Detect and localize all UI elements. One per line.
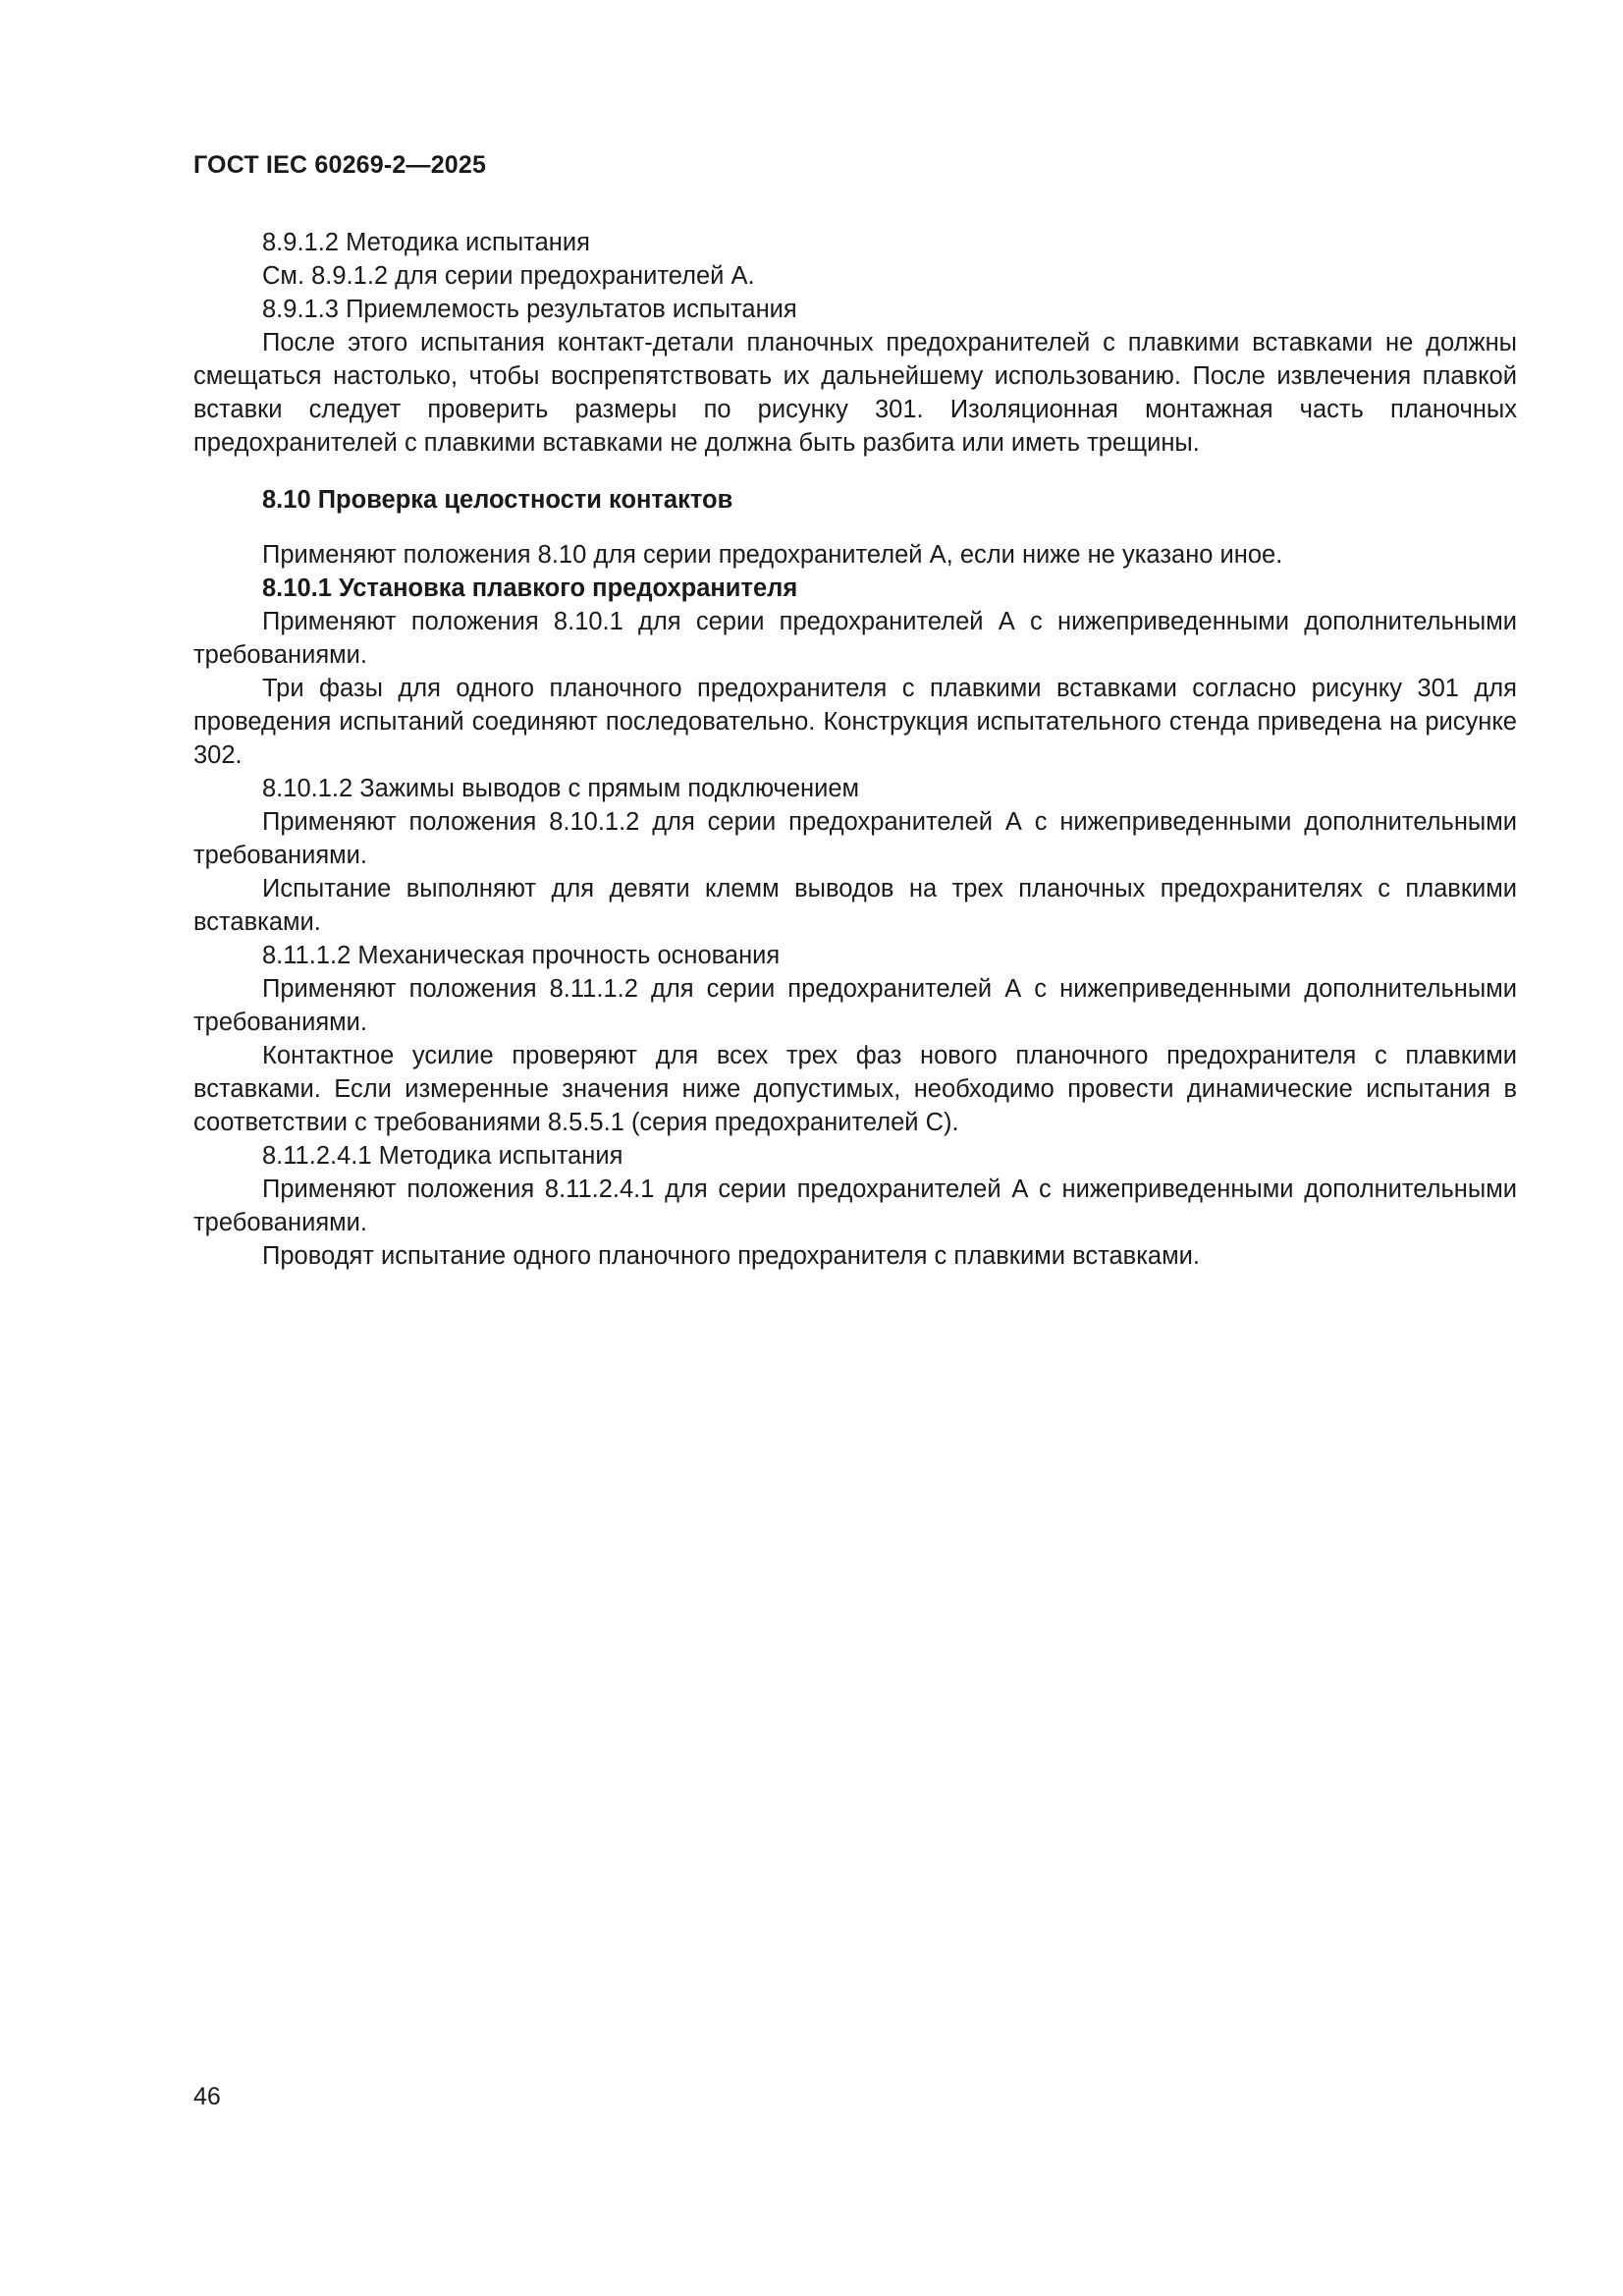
clause-8-10-1-2-title: 8.10.1.2 Зажимы выводов с прямым подключением — [262, 775, 860, 802]
clause-8-11-2-4-1-title: 8.11.2.4.1 Методика испытания — [262, 1142, 623, 1170]
clause-8-10-1-text: Применяют положения 8.10.1 для серии предохранителей А с нижеприведенными дополнительными требованиями. — [193, 608, 1517, 669]
document-body — [193, 226, 1517, 1273]
clause-8-10-1-2-text: Применяют положения 8.10.1.2 для серии предохранителей А с нижеприведенными дополнительными требованиями. — [193, 808, 1517, 869]
page-number: 46 — [193, 2083, 221, 2110]
document-standard-title: ГОСТ IEC 60269-2—2025 — [193, 151, 487, 179]
clause-8-10-1-details: Три фазы для одного планочного предохранителя с плавкими вставками согласно рисунку 301 для проведения испытаний соединяют последовательно. Конструкция испытательного стенда приведена на рисунке 302. — [193, 675, 1517, 769]
clause-8-11-2-4-1-details: Проводят испытание одного планочного предохранителя с плавкими вставками. — [262, 1242, 1200, 1270]
clause-8-10-1-2-details: Испытание выполняют для девяти клемм выводов на трех планочных предохранителях с плавкими вставками. — [193, 875, 1517, 936]
clause-8-9-1-3-text: После этого испытания контакт-детали планочных предохранителей с плавкими вставками не должны смещаться настолько, чтобы воспрепятствовать их дальнейшему использованию. После извлечения плавкой вставки следует проверить размеры по рисунку 301. Изоляционная монтажная часть планочных предохранителей с плавкими вставками не должна быть разбита или иметь трещины. — [193, 329, 1517, 457]
section-8-10-intro: Применяют положения 8.10 для серии предохранителей А, если ниже не указано иное. — [262, 541, 1283, 569]
clause-8-11-1-2-text: Применяют положения 8.11.1.2 для серии предохранителей А с нижеприведенными дополнительными требованиями. — [193, 975, 1517, 1036]
clause-8-11-2-4-1-text: Применяют положения 8.11.2.4.1 для серии предохранителей А с нижеприведенными дополнительными требованиями. — [193, 1175, 1517, 1236]
clause-8-11-1-2-details: Контактное усилие проверяют для всех трех фаз нового планочного предохранителя с плавкими вставками. Если измеренные значения ниже допустимых, необходимо провести динамические испытания в соответствии с требованиями 8.5.5.1 (серия предохранителей С). — [193, 1042, 1517, 1136]
clause-8-9-1-2-title: 8.9.1.2 Методика испытания — [262, 229, 590, 256]
clause-8-11-1-2-title: 8.11.1.2 Механическая прочность основания — [262, 942, 781, 969]
clause-8-9-1-3-title: 8.9.1.3 Приемлемость результатов испытания — [262, 296, 797, 323]
clause-8-10-1-heading: 8.10.1 Установка плавкого предохранителя — [262, 574, 798, 602]
section-8-10-heading: 8.10 Проверка целостности контактов — [262, 486, 733, 514]
clause-8-9-1-2-text: См. 8.9.1.2 для серии предохранителей А. — [262, 262, 755, 290]
